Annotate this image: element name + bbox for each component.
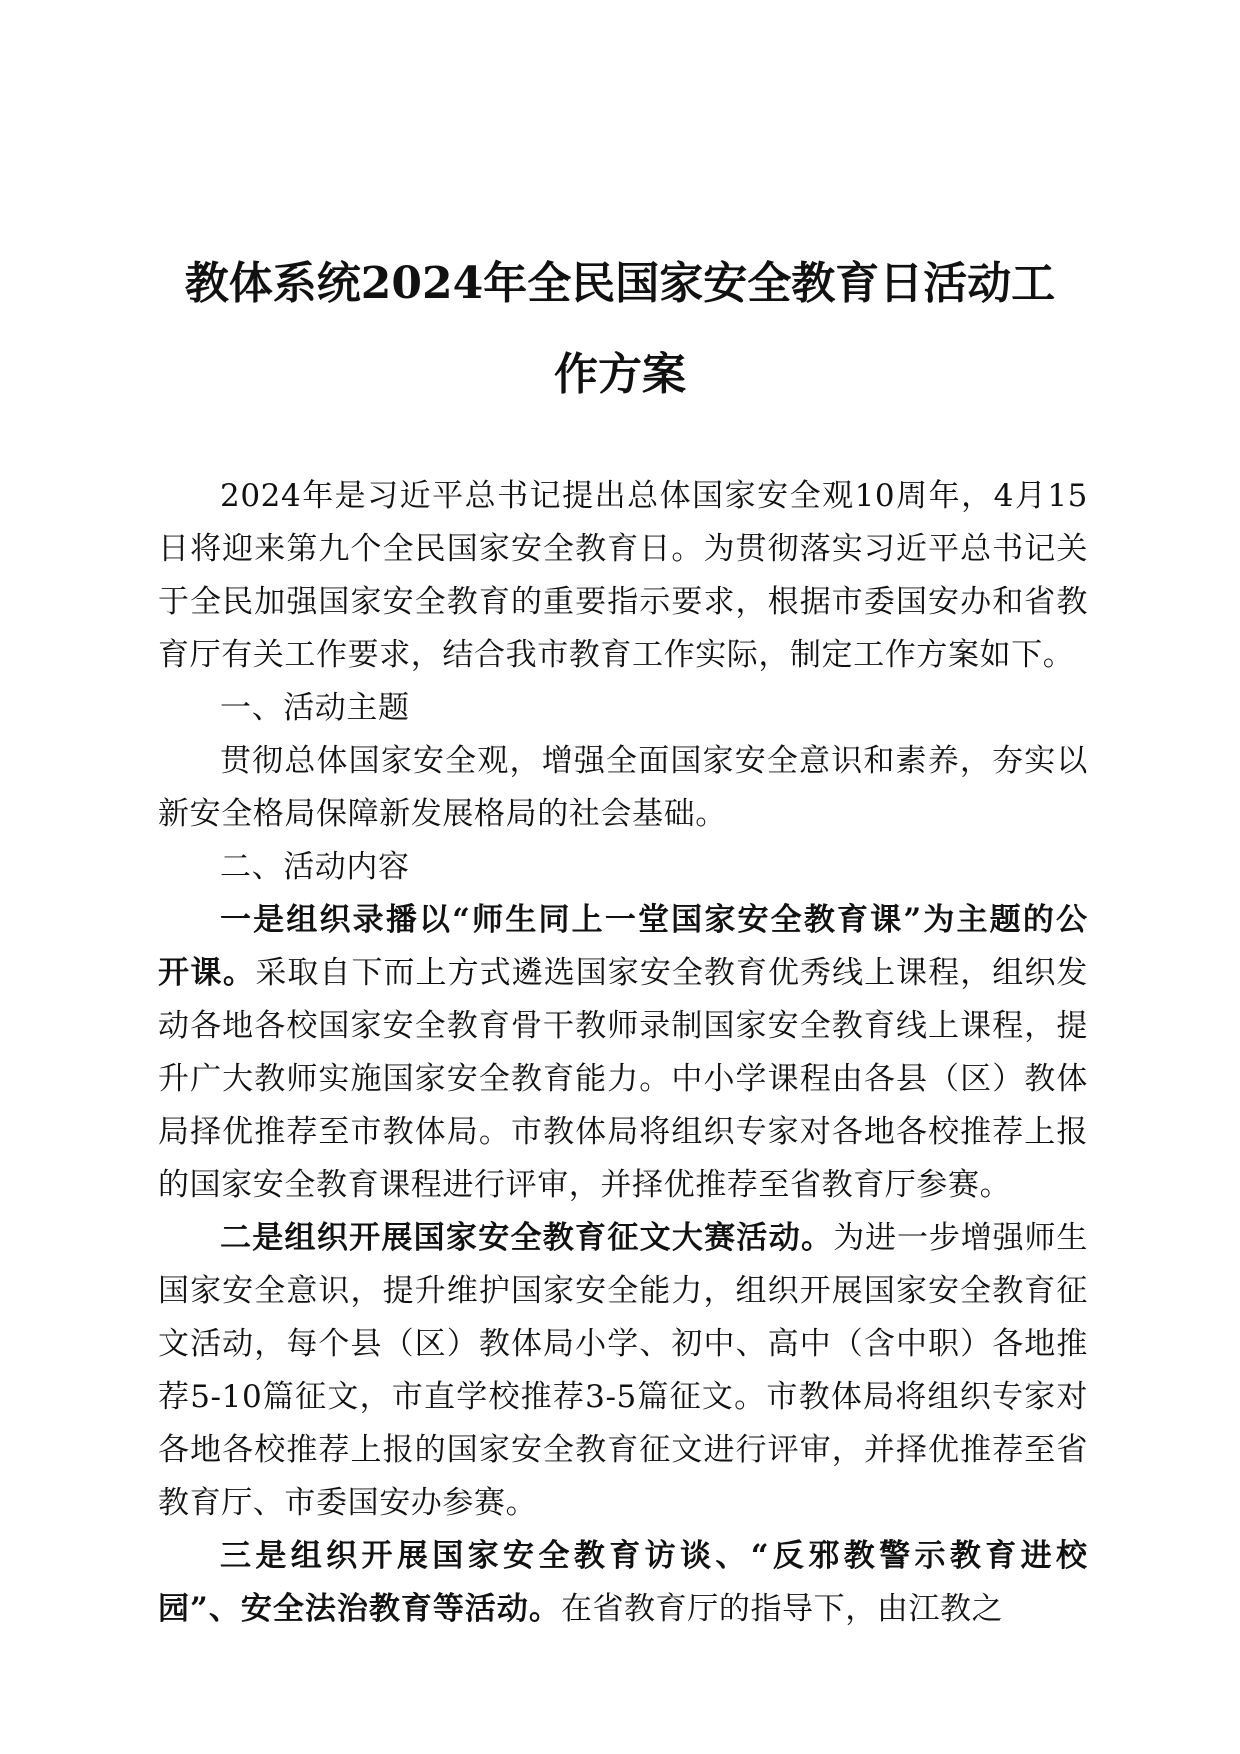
item-2-paragraph [158,1212,1088,1530]
item-2-lead: 二是组织开展国家安全教育征文大赛活动。 [220,1220,834,1256]
document-body [158,470,1088,1636]
item-1-lead: 一是组织录播以“师生同上一堂国家安全教育课”为主题的公开课。 [158,902,1088,991]
section-theme-paragraph: 贯彻总体国家安全观，增强全面国家安全意识和素养，夯实以新安全格局保障新发展格局的社会基础。 [158,743,1088,832]
item-1-text: 采取自下而上方式遴选国家安全教育优秀线上课程，组织发动各地各校国家安全教育骨干教师录制国家安全教育线上课程，提升广大教师实施国家安全教育能力。中小学课程由各县（区）教体局择优推荐至市教体局。市教体局将组织专家对各地各校推荐上报的国家安全教育课程进行评审，并择优推荐至省教育厅参赛。 [158,955,1088,1203]
item-1-paragraph [158,894,1088,1212]
item-3-paragraph [158,1530,1088,1636]
document-title-line-1: 教体系统2024年全民国家安全教育日活动工 [184,258,1056,309]
item-3-text: 在省教育厅的指导下，由江教之 [560,1591,1004,1627]
section-heading-content: 二、活动内容 [220,849,410,885]
document-title-line-2: 作方案 [554,349,686,400]
item-2-text: 为进一步增强师生国家安全意识，提升维护国家安全能力，组织开展国家安全教育征文活动，每个县（区）教体局小学、初中、高中（含中职）各地推荐5-10篇征文，市直学校推荐3-5篇征文。市教体局将组织专家对各地各校推荐上报的国家安全教育征文进行评审，并择优推荐至省教育厅、市委国安办参赛。 [158,1220,1089,1521]
section-heading-theme: 一、活动主题 [220,690,410,726]
intro-paragraph: 2024年是习近平总书记提出总体国家安全观10周年，4月15日将迎来第九个全民国家安全教育日。为贯彻落实习近平总书记关于全民加强国家安全教育的重要指示要求，根据市委国安办和省教育厅有关工作要求，结合我市教育工作实际，制定工作方案如下。 [158,478,1088,673]
item-3-lead: 三是组织开展国家安全教育访谈、“反邪教警示教育进校园”、安全法治教育等活动。 [158,1538,1088,1627]
